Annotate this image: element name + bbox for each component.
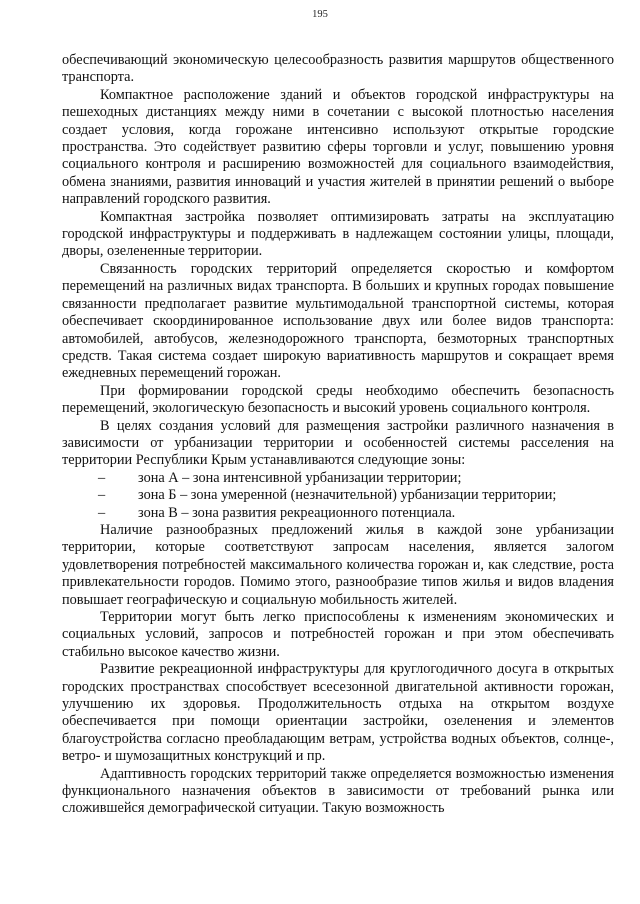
list-dash: – xyxy=(98,469,106,486)
zone-item-b xyxy=(62,487,614,504)
paragraph-recreation: Развитие рекреационной инфраструктуры для круглогодичного досуга в открытых городских пространствах способствует всесезонной двигательной активности горожан, улучшению их здоровья. Продолжительность отдыха на открытом воздухе обеспечивается при помощи ориентации застройки, озеленения и элементов благоустройства согласно преобладающим ветрам, устройства водных объектов, солнце-, ветро- и шумозащитных конструкций и пр. xyxy=(62,661,614,765)
zone-text: зона Б – зона умеренной (незначительной) урбанизации территории; xyxy=(138,487,557,504)
document-body xyxy=(62,52,614,818)
zones-list xyxy=(62,470,614,522)
paragraph-compact-location: Компактное расположение зданий и объектов городской инфраструктуры на пешеходных дистанциях между ними в сочетании с высокой плотностью населения создает условия, когда горожане интенсивно используют открытые городские пространства. Это содействует развитию сферы торговли и услуг, повышению уровня социального контроля и расширению возможностей для социального взаимодействия, обмена знаниями, развития инноваций и участия жителей в принятии решений о выборе направлений городского развития. xyxy=(62,86,614,208)
paragraph-zones-intro: В целях создания условий для размещения застройки различного назначения в зависимости от урбанизации территории и особенностей системы расселения на территории Республики Крым устанавливаются следующие зоны: xyxy=(62,417,614,469)
list-dash: – xyxy=(98,487,106,504)
paragraph-safety: При формировании городской среды необходимо обеспечить безопасность перемещений, экологическую безопасность и высокий уровень социального контроля. xyxy=(62,382,614,417)
paragraph-housing-variety: Наличие разнообразных предложений жилья в каждой зоне урбанизации территории, которые соответствуют запросам населения, является залогом удовлетворения потребностей максимального количества горожан и, как следствие, роста привлекательности городов. Помимо этого, разнообразие типов жилья и видов владения повышает географическую и социальную мобильность жителей. xyxy=(62,521,614,608)
paragraph-adaptability: Территории могут быть легко приспособлены к изменениям экономических и социальных условий, запросов и потребностей горожан и при этом обеспечивать стабильно высокое качество жизни. xyxy=(62,609,614,660)
paragraph-connectivity: Связанность городских территорий определяется скоростью и комфортом перемещений на различных видах транспорта. В больших и крупных городах повышение связанности предполагает развитие мультимодальной транспортной системы, которая обеспечивает скоординированное использование двух или более видов транспорта: автомобилей, автобусов, железнодорожного транспорта, безмоторных транспортных средств. Такая система создает широкую вариативность маршрутов и сокращает время ежедневных перемещений горожан. xyxy=(62,260,614,382)
zone-text: зона А – зона интенсивной урбанизации территории; xyxy=(138,469,462,486)
zone-item-v xyxy=(62,505,614,522)
zone-item-a xyxy=(62,470,614,487)
paragraph-continuation: обеспечивающий экономическую целесообразность развития маршрутов общественного транспорта. xyxy=(62,52,614,86)
paragraph-functional-change: Адаптивность городских территорий также определяется возможностью изменения функционального назначения объектов в зависимости от требований рынка или сложившейся демографической ситуации. Такую возможность xyxy=(62,765,614,817)
paragraph-compact-development: Компактная застройка позволяет оптимизировать затраты на эксплуатацию городской инфраструктуры и поддерживать в надлежащем состоянии улицы, площади, дворы, озелененные территории. xyxy=(62,208,614,260)
list-dash: – xyxy=(98,504,106,521)
zone-text: зона В – зона развития рекреационного потенциала. xyxy=(138,504,456,521)
page-number: 195 xyxy=(312,9,328,20)
